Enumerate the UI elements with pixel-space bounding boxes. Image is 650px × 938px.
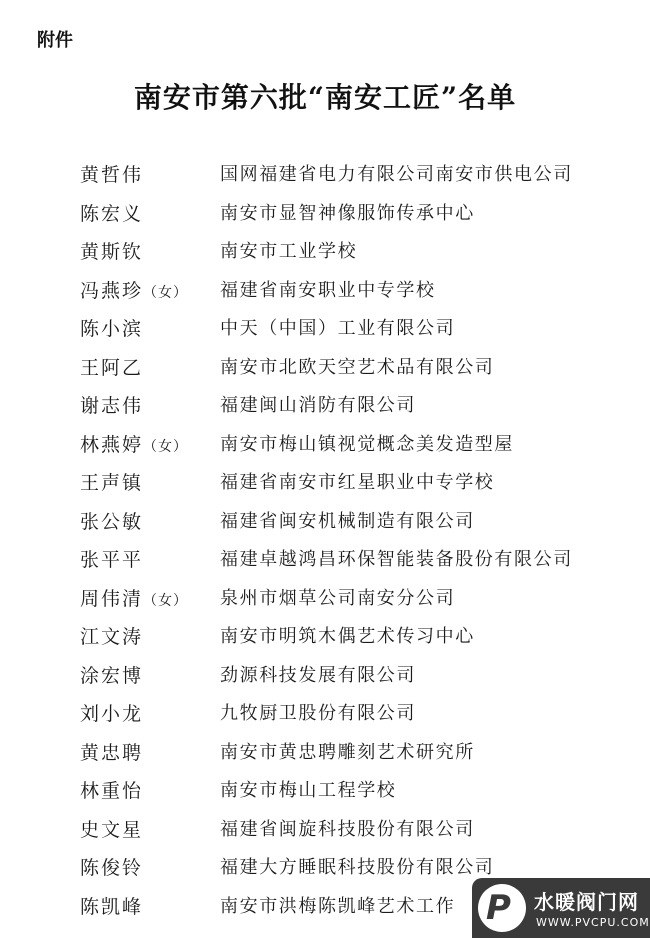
person-name: 林燕婷（女） [80,433,189,456]
list-item [0,541,650,579]
organization: 南安市黄忠聘雕刻艺术研究所 [220,741,475,763]
watermark-title: 水暖阀门网 [534,890,639,914]
organization: 泉州市烟草公司南安分公司 [220,587,456,609]
person-name: 陈俊铃 [80,857,144,879]
watermark-url: WWW.PVCPU.COM [536,916,650,929]
attachment-label: 附件 [37,30,73,51]
person-name: 涂宏博 [80,664,144,687]
list-item [0,580,650,618]
list-item [0,387,650,425]
organization: 南安市洪梅陈凯峰艺术工作 [220,895,456,917]
site-watermark [472,878,650,938]
person-name: 谢志伟 [80,395,144,417]
list-item [0,310,650,348]
list-item [0,233,650,271]
document-title: 南安市第六批“南安工匠”名单 [133,81,517,114]
person-name: 张公敏 [80,510,144,533]
person-name: 冯燕珍（女） [80,279,189,302]
person-name: 黄哲伟 [80,164,144,186]
watermark-logo-icon: P [478,884,526,932]
organization: 福建省南安市红星职业中专学校 [220,472,495,493]
organization: 福建卓越鸿昌环保智能装备股份有限公司 [220,549,573,570]
person-name: 刘小龙 [80,703,144,725]
person-name: 周伟清（女） [80,587,189,610]
list-item [0,734,650,772]
organization: 九牧厨卫股份有限公司 [220,703,416,724]
person-name: 王声镇 [80,472,144,494]
list-item [0,156,650,194]
list-item [0,195,650,233]
organization: 南安市显智神像服饰传承中心 [220,202,475,224]
person-name: 黄斯钦 [80,241,144,263]
person-name: 陈宏义 [80,202,144,225]
organization: 福建省闽旋科技股份有限公司 [220,818,475,840]
list-item [0,349,650,387]
person-name: 黄忠聘 [80,741,144,764]
organization: 南安市明筑木偶艺术传习中心 [220,626,475,647]
organization: 劲源科技发展有限公司 [220,664,416,686]
list-item [0,503,650,541]
list-item [0,811,650,849]
organization: 南安市北欧天空艺术品有限公司 [220,356,495,378]
organization: 福建省南安职业中专学校 [220,279,436,301]
list-item [0,772,650,810]
list-item [0,272,650,310]
person-name: 江文涛 [80,626,144,648]
person-name: 王阿乙 [80,356,144,379]
organization: 福建闽山消防有限公司 [220,395,416,416]
person-name: 史文星 [80,818,144,841]
organization: 南安市工业学校 [220,241,358,262]
person-name: 林重怡 [80,780,144,802]
list-item [0,618,650,656]
organization: 中天（中国）工业有限公司 [220,318,456,339]
list-item [0,657,650,695]
list-item [0,464,650,502]
organization: 南安市梅山工程学校 [220,780,397,801]
organization: 福建大方睡眠科技股份有限公司 [220,857,495,878]
list-item [0,695,650,733]
person-name: 张平平 [80,549,144,571]
person-name: 陈凯峰 [80,895,144,918]
organization: 南安市梅山镇视觉概念美发造型屋 [220,433,514,455]
organization: 福建省闽安机械制造有限公司 [220,510,475,532]
person-name: 陈小滨 [80,318,144,340]
organization: 国网福建省电力有限公司南安市供电公司 [220,164,573,185]
list-item [0,426,650,464]
